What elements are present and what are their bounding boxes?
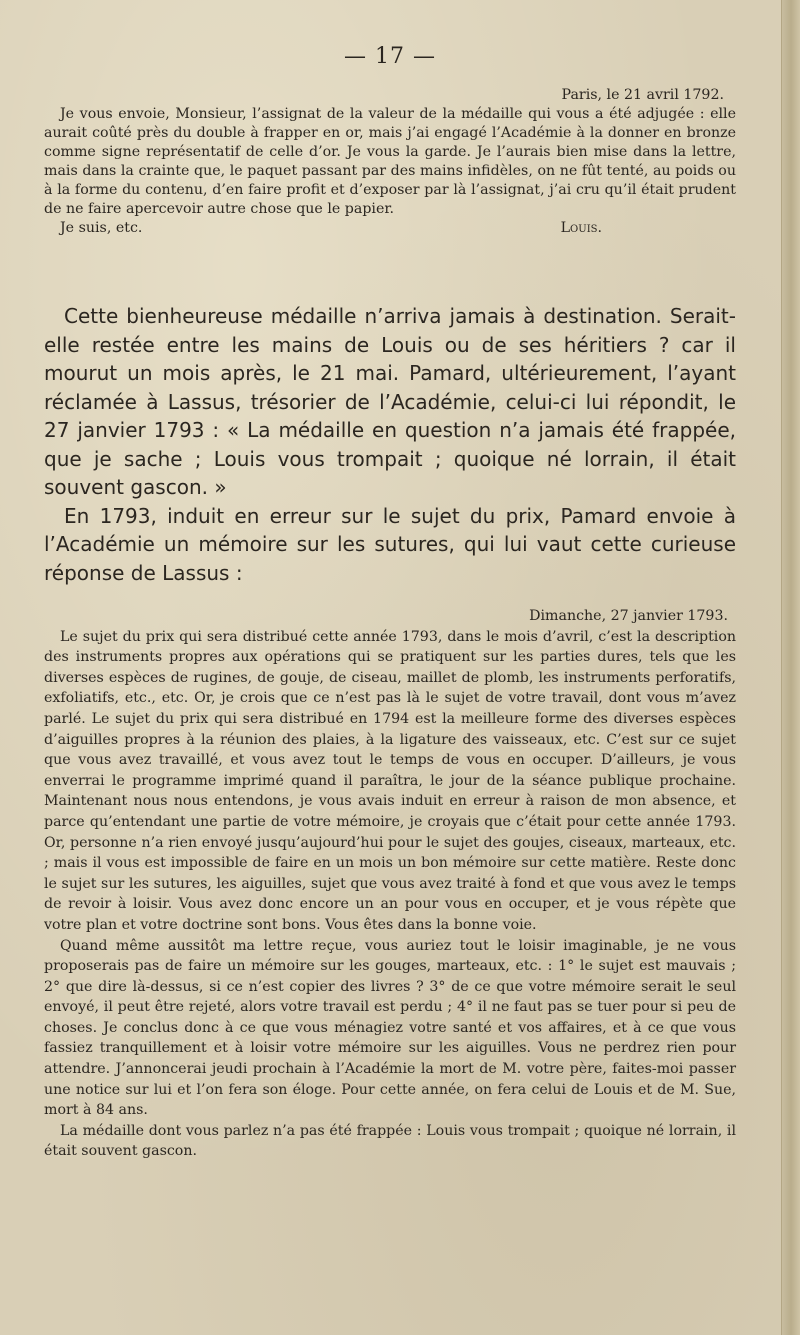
page-edge <box>781 0 800 1335</box>
letter-lassus-1793 <box>44 606 736 1162</box>
letter-signature: Louis. <box>560 220 602 236</box>
narrative-paragraph: En 1793, induit en erreur sur le sujet du prix, Pamard envoie à l’Académie un mémoire sur les sutures, qui lui vaut cette curieuse réponse de Lassus : <box>44 503 736 585</box>
letter-paragraph: Quand même aussitôt ma lettre reçue, vous auriez tout le loisir imaginable, je ne vous proposerais pas de faire un mémoire sur les gouges, marteaux, etc. : 1° le sujet est mauvais ; 2° que dire là-dessus, si ce n’est copier des livres ? 3° de ce que votre mémoire serait le seul envoyé, il peut être rejeté, alors votre travail est perdu ; 4° il ne faut pas se tuer pour si peu de choses. Je conclus donc à ce que vous ménagiez votre santé et vos affaires, et à ce que vous fassiez tranquillement et à loisir votre mémoire sur les aiguilles. Vous ne perdrez rien pour attendre. J’annoncerai jeudi prochain à l’Académie la mort de M. votre père, faites-moi passer une notice sur lui et l’on fera son éloge. Pour cette année, on fera celui de Louis et de M. Sue, mort à 84 ans. <box>44 937 736 1119</box>
narrative-text <box>44 302 736 587</box>
narrative-paragraph: Cette bienheureuse médaille n’arriva jamais à destination. Serait-elle restée entre les mains de Louis ou de ses héritiers ? car il mourut un mois après, le 21 mai. Pamard, ultérieurement, l’ayant réclamée à Lassus, trésorier de l’Académie, celui-ci lui répondit, le 27 janvier 1793 : « La médaille en question n’a jamais été frappée, que je sache ; Louis vous trompait ; quoique né lorrain, il était souvent gascon. » <box>44 304 736 499</box>
letter-dateline: Dimanche, 27 janvier 1793. <box>529 608 728 624</box>
letter-dateline: Paris, le 21 avril 1792. <box>561 87 724 103</box>
letter-paragraph: Le sujet du prix qui sera distribué cette année 1793, dans le mois d’avril, c’est la description des instruments propres aux opérations qui se pratiquent sur les parties dures, tels que les diverses espèces de rugines, de gouje, de ciseau, maillet de plomb, les instruments perforatifs, exfoliatifs, etc., etc. Or, je crois que ce n’est pas là le sujet de votre travail, dont vous m’avez parlé. Le sujet du prix qui sera distribué en 1794 est la meilleure forme des diverses espèces d’aiguilles propres à la réunion des plaies, à la ligature des vaisseaux, etc. C’est sur ce sujet que vous avez travaillé, et vous avez tout le temps de vous en occuper. D’ailleurs, je vous enverrai le programme imprimé quand il paraîtra, le jour de la séance publique prochaine. Maintenant nous nous entendons, je vous avais induit en erreur à raison de mon absence, et parce qu’entendant une partie de votre mémoire, je croyais que c’était pour cette année 1793. Or, personne n’a rien envoyé jusqu’aujourd’hui pour le sujet des goujes, ciseaux, marteaux, etc. ; mais il vous est impossible de faire en un mois un bon mémoire sur cette matière. Reste donc le sujet sur les sutures, les aiguilles, sujet que vous avez traité à fond et que vous avez le temps de revoir à loisir. Vous avez donc encore un an pour vous en occuper, et je vous répète que votre plan et votre doctrine sont bons. Vous êtes dans la bonne voie. <box>44 628 736 933</box>
letter-paragraph: La médaille dont vous parlez n’a pas été frappée : Louis vous trompait ; quoique né lorrain, il était souvent gascon. <box>44 1122 736 1160</box>
letter-closing <box>44 219 736 238</box>
letter-paragraph: Je vous envoie, Monsieur, l’assignat de la valeur de la médaille qui vous a été adjugée : elle aurait coûté près du double à frapper en or, mais j’ai engagé l’Académie à la donner en bronze comme signe représentatif de celle d’or. Je vous la garde. Je l’aurais bien mise dans la lettre, mais dans la crainte que, le paquet passant par des mains infidèles, on ne fût tenté, au poids ou à la forme du contenu, d’en faire profit et d’exposer par là l’assignat, j’ai cru qu’il était prudent de ne faire apercevoir autre chose que le papier. <box>44 106 736 217</box>
page-number: — 17 — <box>344 44 436 69</box>
closing-formula: Je suis, etc. <box>60 220 143 236</box>
letter-lassus-1792 <box>44 86 736 238</box>
